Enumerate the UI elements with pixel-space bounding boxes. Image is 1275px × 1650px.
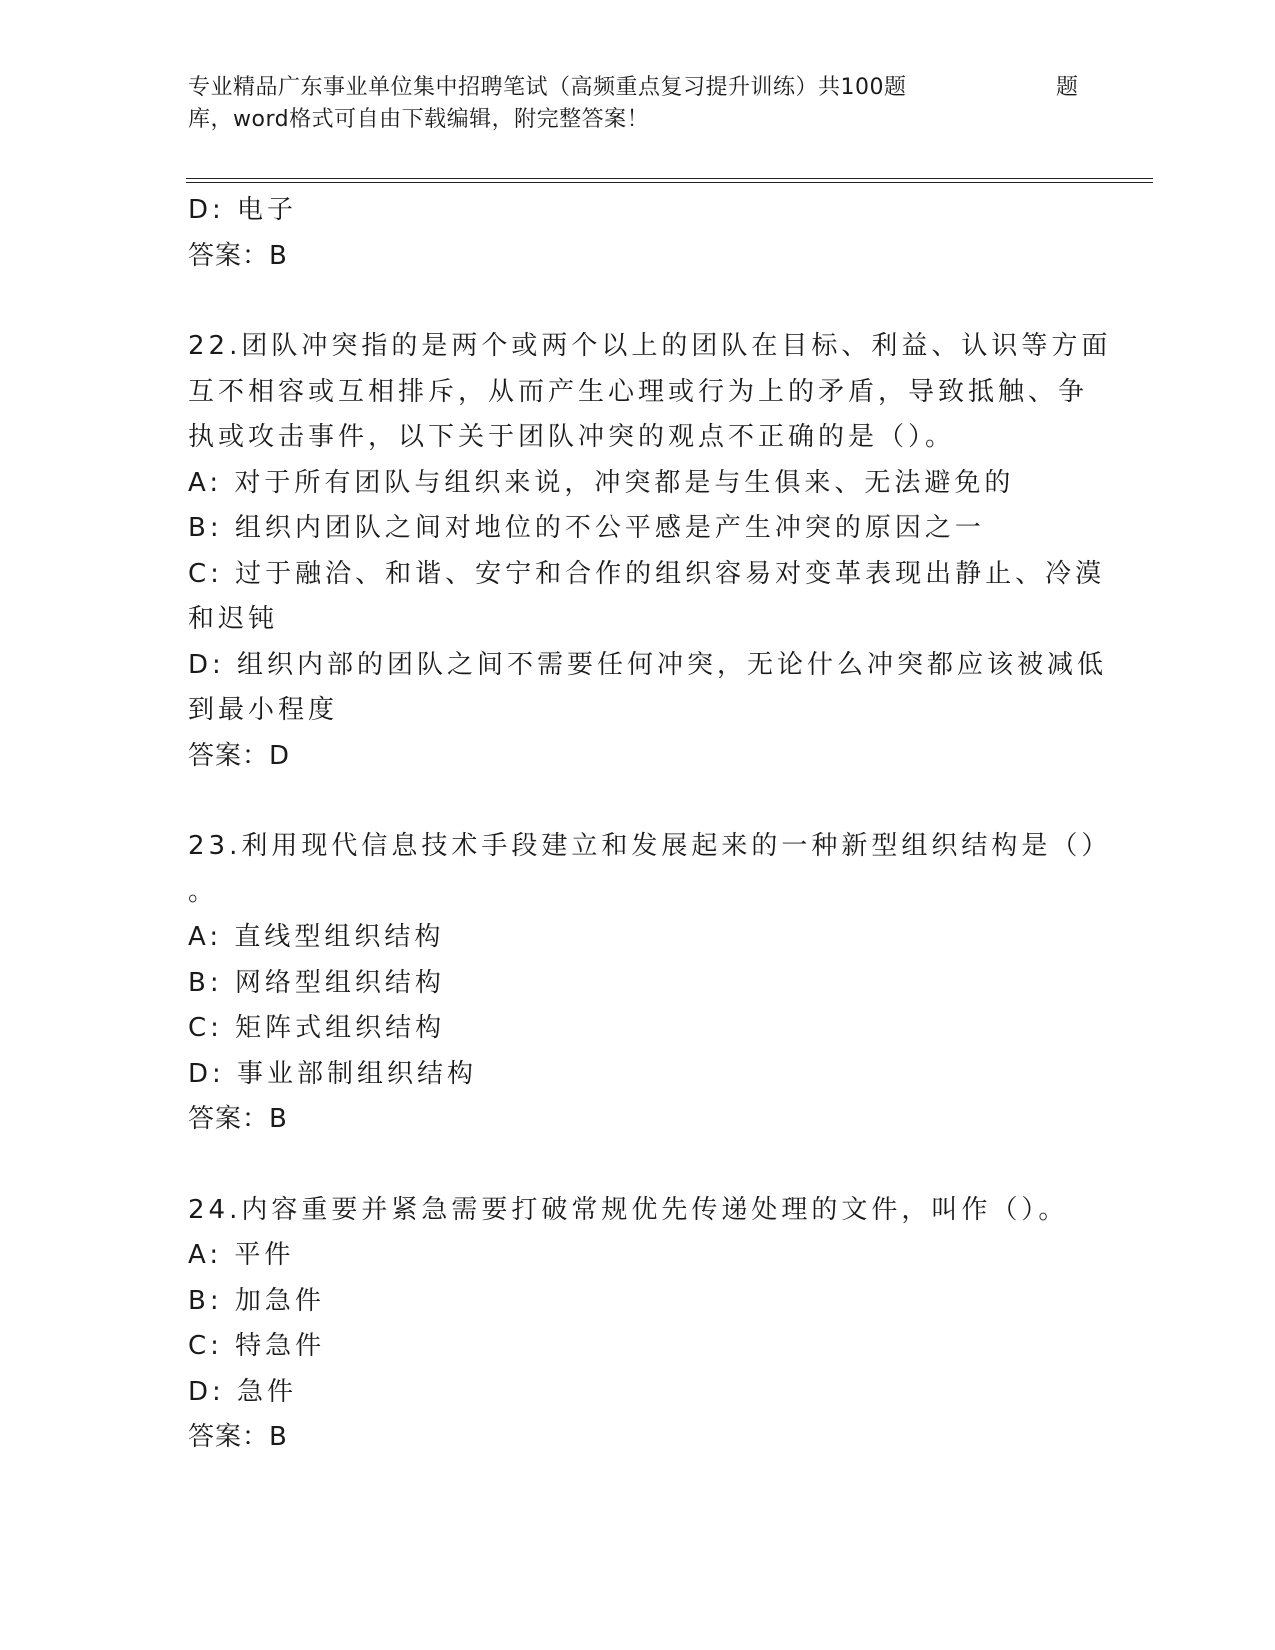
- option-d: D: 电子: [188, 195, 298, 225]
- option-a: A: 对于所有团队与组织来说，冲突都是与生俱来、无法避免的: [188, 467, 1015, 498]
- option-b: B: 加急件: [188, 1285, 325, 1316]
- header-line-2: 库，word格式可自由下载编辑，附完整答案！: [188, 107, 650, 132]
- option-c-continued: 和迟钝: [188, 604, 279, 634]
- question-24: [188, 1188, 1088, 1461]
- question-stem: 。: [188, 876, 219, 907]
- spacer: [188, 279, 1088, 324]
- question-stem: 24.内容重要并紧急需要打破常规优先传递处理的文件，叫作（）。: [188, 1194, 1069, 1225]
- option-d: D: 事业部制组织结构: [188, 1058, 478, 1089]
- option-c: C: 矩阵式组织结构: [188, 1013, 446, 1043]
- question-stem: 执或攻击事件，以下关于团队冲突的观点不正确的是（）。: [188, 422, 956, 452]
- option-a: A: 直线型组织结构: [188, 922, 445, 952]
- header-divider: [186, 178, 1153, 183]
- question-22: [188, 324, 1112, 779]
- answer: 答案：D: [188, 740, 291, 771]
- spacer: [188, 779, 1088, 824]
- header-title: 专业精品广东事业单位集中招聘笔试（高频重点复习提升训练）共100题: [188, 75, 907, 100]
- question-21-tail: [188, 188, 1088, 279]
- question-stem: 22.团队冲突指的是两个或两个以上的团队在目标、利益、认识等方面: [188, 331, 1112, 361]
- spacer: [188, 1143, 1088, 1188]
- option-d: D: 急件: [188, 1376, 298, 1407]
- option-c: C: 过于融洽、和谐、安宁和合作的组织容易对变革表现出静止、冷漠: [188, 558, 1106, 589]
- option-a: A: 平件: [188, 1240, 295, 1270]
- header-title-tail: 题: [1056, 75, 1079, 100]
- option-d: D: 组织内部的团队之间不需要任何冲突，无论什么冲突都应该被减低: [188, 649, 1108, 680]
- document-body: [188, 188, 1112, 1461]
- answer: 答案：B: [188, 1422, 288, 1452]
- answer: 答案：B: [188, 1104, 288, 1134]
- header-line-1: [188, 72, 1088, 104]
- page-header: [188, 72, 1088, 136]
- question-stem: 23.利用现代信息技术手段建立和发展起来的一种新型组织结构是（）: [188, 831, 1112, 861]
- option-d-continued: 到最小程度: [188, 695, 339, 725]
- answer: 答案：B: [188, 240, 288, 271]
- question-stem: 互不相容或互相排斥，从而产生心理或行为上的矛盾，导致抵触、争: [188, 376, 1089, 407]
- option-b: B: 网络型组织结构: [188, 967, 445, 998]
- option-c: C: 特急件: [188, 1331, 326, 1361]
- question-23: [188, 824, 1112, 1143]
- option-b: B: 组织内团队之间对地位的不公平感是产生冲突的原因之一: [188, 513, 985, 543]
